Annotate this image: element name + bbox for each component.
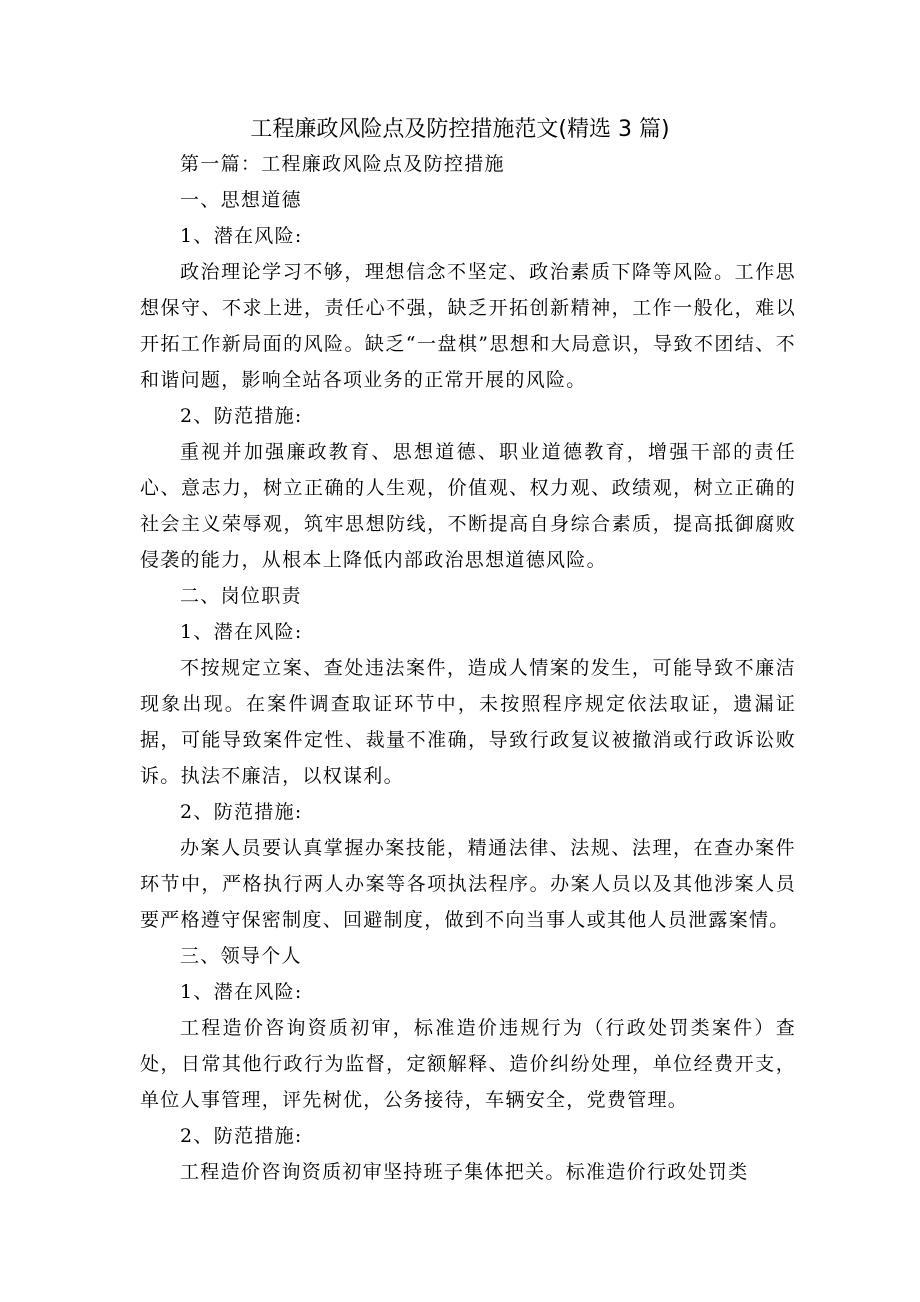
- document-title: 工程廉政风险点及防控措施范文(精选 3 篇): [250, 117, 670, 142]
- risk-paragraph: 政治理论学习不够，理想信念不坚定、政治素质下降等风险。工作思想保守、不求上进，责任心不强，缺乏开拓创新精神，工作一般化，难以开拓工作新局面的风险。缺乏“一盘棋”思想和大局意识，导致不团结、不和谐问题，影响全站各项业务的正常开展的风险。: [140, 261, 796, 391]
- risk-label: 1、潜在风险:: [180, 225, 303, 247]
- measure-paragraph: 办案人员要认真掌握办案技能，精通法律、法规、法理，在查办案件环节中，严格执行两人办案等各项执法程序。办案人员以及其他涉案人员要严格遵守保密制度、回避制度，做到不向当事人或其他人员泄露案情。: [140, 837, 796, 931]
- risk-label: 1、潜在风险:: [180, 981, 303, 1003]
- measure-paragraph: 重视并加强廉政教育、思想道德、职业道德教育，增强干部的责任心、意志力，树立正确的人生观，价值观、权力观、政绩观，树立正确的社会主义荣辱观，筑牢思想防线，不断提高自身综合素质，提高抵御腐败侵袭的能力，从根本上降低内部政治思想道德风险。: [140, 441, 796, 571]
- part-heading: 第一篇：工程廉政风险点及防控措施: [180, 153, 505, 175]
- section-heading: 一、思想道德: [180, 189, 302, 211]
- document-body: [140, 146, 796, 1190]
- risk-label: 1、潜在风险:: [180, 621, 303, 643]
- measure-label: 2、防范措施:: [180, 801, 303, 823]
- measure-label: 2、防范措施:: [180, 405, 303, 427]
- risk-paragraph: 工程造价咨询资质初审，标准造价违规行为（行政处罚类案件）查处，日常其他行政行为监督，定额解释、造价纠纷处理，单位经费开支，单位人事管理，评先树优，公务接待，车辆安全，党费管理。: [140, 1017, 796, 1111]
- section-heading: 三、领导个人: [180, 945, 302, 967]
- measure-label: 2、防范措施:: [180, 1125, 303, 1147]
- measure-paragraph: 工程造价咨询资质初审坚持班子集体把关。标准造价行政处罚类: [180, 1161, 749, 1183]
- section-heading: 二、岗位职责: [180, 585, 302, 607]
- risk-paragraph: 不按规定立案、查处违法案件，造成人情案的发生，可能导致不廉洁现象出现。在案件调查取证环节中，未按照程序规定依法取证，遗漏证据，可能导致案件定性、裁量不准确，导致行政复议被撤消或行政诉讼败诉。执法不廉洁，以权谋利。: [140, 657, 796, 787]
